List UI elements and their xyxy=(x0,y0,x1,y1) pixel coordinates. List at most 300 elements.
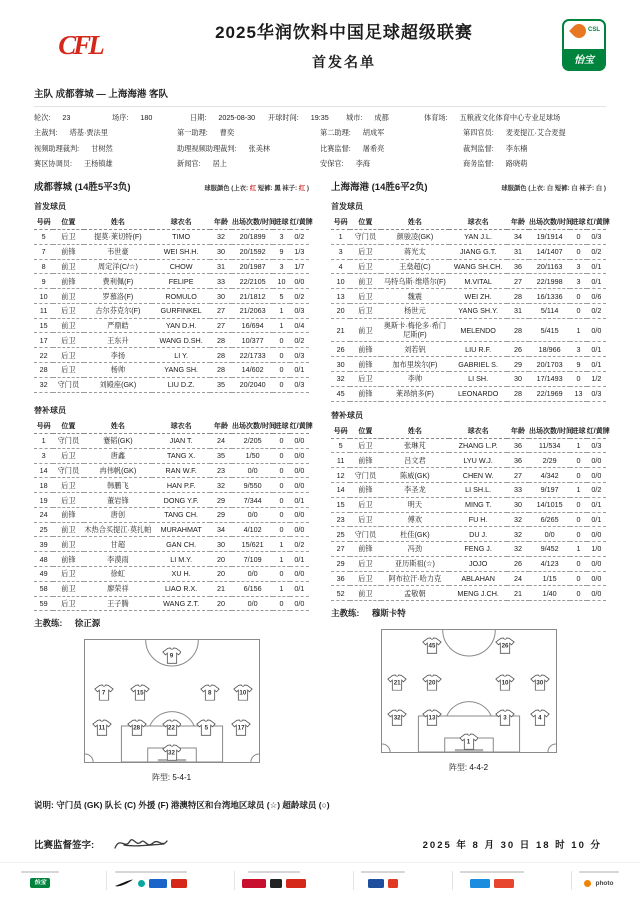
cell-jersey: WEI SH.H. xyxy=(152,244,210,259)
jersey-number: 22 xyxy=(168,724,175,732)
cell-pos: 前锋 xyxy=(350,482,380,497)
home-coach-name: 徐正源 xyxy=(74,618,101,629)
cell-goals: 0 xyxy=(273,478,290,493)
cell-name: 廖荣祥 xyxy=(84,581,153,596)
info-pair xyxy=(320,159,463,169)
column-header: 年龄 xyxy=(210,419,232,434)
cell-age: 30 xyxy=(210,244,232,259)
cell-goals: 0 xyxy=(570,468,587,483)
cell-apps: 0/0 xyxy=(232,507,273,522)
player-jersey xyxy=(495,638,515,655)
cell-name: 甘超 xyxy=(84,537,153,552)
info-label: 赛区协调员: xyxy=(34,159,72,168)
cell-name: 张琳芃 xyxy=(381,438,450,453)
cell-apps: 20/1899 xyxy=(232,230,273,245)
info-label: 视频助理裁判: xyxy=(34,143,80,153)
match-info-row xyxy=(34,113,606,123)
cell-cards: 0/0 xyxy=(290,522,309,537)
cell-age: 26 xyxy=(507,342,529,357)
sponsor-logo xyxy=(584,880,591,887)
column-header: 姓名 xyxy=(381,424,450,439)
cell-cards: 0/0 xyxy=(290,274,309,289)
player-row xyxy=(34,303,309,318)
cell-age: 27 xyxy=(507,468,529,483)
info-pair xyxy=(346,113,424,123)
cell-age: 28 xyxy=(507,386,529,401)
yibao-sponsor-logo: 怡宝 xyxy=(30,878,50,888)
info-pair xyxy=(190,113,268,123)
cell-apps: 20/1592 xyxy=(232,244,273,259)
cell-goals: 0 xyxy=(570,372,587,387)
jersey-number: 20 xyxy=(428,679,436,687)
info-label: 体育场: xyxy=(424,112,448,122)
cell-pos: 后卫 xyxy=(350,571,380,586)
home-subs-table xyxy=(34,419,313,611)
player-row xyxy=(331,357,606,372)
cell-cards: 0/0 xyxy=(290,596,309,611)
cell-apps: 0/0 xyxy=(232,463,273,478)
cell-apps: 16/694 xyxy=(232,318,273,333)
info-pair xyxy=(463,159,606,169)
cell-apps: 6/265 xyxy=(529,512,570,527)
cell-num: 25 xyxy=(34,522,53,537)
cell-cards: 0/1 xyxy=(587,342,606,357)
column-header: 球衣名 xyxy=(449,215,507,230)
cell-age: 24 xyxy=(507,571,529,586)
cell-goals: 0 xyxy=(273,596,290,611)
cell-jersey: WANG D.SH. xyxy=(152,333,210,348)
player-row xyxy=(331,438,606,453)
player-jersey xyxy=(130,684,150,701)
cell-pos: 前卫 xyxy=(350,274,380,289)
player-row xyxy=(34,318,309,333)
cell-jersey: WANG Z.T. xyxy=(152,596,210,611)
cell-num: 23 xyxy=(331,512,350,527)
cell-jersey: TANG X. xyxy=(152,448,210,463)
coach-label: 主教练: xyxy=(34,618,63,629)
cell-name: 唐鑫 xyxy=(84,448,153,463)
cell-jersey: ABLAHAN xyxy=(449,571,507,586)
cell-pos: 前卫 xyxy=(53,581,83,596)
cell-num: 8 xyxy=(34,259,53,274)
cell-age: 27 xyxy=(507,274,529,289)
cell-cards: 0/0 xyxy=(587,586,606,601)
home-team-section xyxy=(34,179,313,783)
column-header: 出场次数/时间 xyxy=(529,424,570,439)
sponsor-caption-bar xyxy=(579,871,619,874)
cell-age: 23 xyxy=(210,463,232,478)
info-label: 第四官员: xyxy=(463,128,494,137)
cell-goals: 5 xyxy=(273,289,290,304)
cell-jersey: LI Y. xyxy=(152,348,210,363)
cell-jersey: FENG J. xyxy=(449,542,507,557)
cell-name: 李帅 xyxy=(381,372,450,387)
cell-jersey: GURFINKEL xyxy=(152,303,210,318)
column-header: 红/黄牌 xyxy=(587,215,606,230)
player-jersey xyxy=(162,648,182,665)
info-label: 城市: xyxy=(346,112,363,122)
section-title-subs: 替补球员 xyxy=(34,406,66,415)
player-row xyxy=(331,386,606,401)
player-row xyxy=(331,274,606,289)
away-formation-label: 阵型: 4-4-2 xyxy=(448,763,489,773)
player-row xyxy=(331,497,606,512)
section-title-starters: 首发球员 xyxy=(34,202,66,211)
cell-cards: 0/0 xyxy=(290,507,309,522)
player-row xyxy=(331,244,606,259)
info-value: 180 xyxy=(140,112,153,122)
cell-name: 木热合买提江·莫扎帕 xyxy=(84,522,153,537)
cell-num: 5 xyxy=(331,438,350,453)
cell-cards: 0/0 xyxy=(290,448,309,463)
cell-num: 39 xyxy=(34,537,53,552)
jersey-number: 21 xyxy=(393,679,401,687)
info-value: 塔基·贾法里 xyxy=(69,128,108,137)
cell-jersey: MING T. xyxy=(449,497,507,512)
info-value: 五粮液文化体育中心专业足球场 xyxy=(459,112,561,122)
coach-label: 主教练: xyxy=(331,608,360,619)
cell-pos: 前卫 xyxy=(350,586,380,601)
cell-num: 19 xyxy=(34,493,53,508)
cell-apps: 9/197 xyxy=(529,482,570,497)
away-kit-colors: 球服颜色 (上衣: 白 短裤: 白 袜子: 白 ) xyxy=(501,185,606,192)
cell-cards: 0/3 xyxy=(290,303,309,318)
cell-goals: 0 xyxy=(570,230,587,245)
column-header: 年龄 xyxy=(507,215,529,230)
player-row xyxy=(331,468,606,483)
cell-name: 杨世元 xyxy=(381,303,450,318)
cell-age: 24 xyxy=(210,434,232,449)
cell-goals: 0 xyxy=(570,244,587,259)
player-jersey xyxy=(200,684,220,701)
cell-goals: 0 xyxy=(273,333,290,348)
cell-num: 21 xyxy=(331,318,350,342)
cell-name: 古尔芬克尔(F) xyxy=(84,303,153,318)
cell-age: 27 xyxy=(210,303,232,318)
cell-jersey: MURAHMAT xyxy=(152,522,210,537)
info-pair xyxy=(34,113,112,123)
cell-cards: 0/3 xyxy=(587,230,606,245)
cell-apps: 0/0 xyxy=(232,596,273,611)
legend-text: 说明: 守门员 (GK) 队长 (C) 外援 (F) 港澳特区和台湾地区球员 (☆) 超龄球员 (○) xyxy=(34,800,330,811)
cell-age: 36 xyxy=(507,453,529,468)
cell-goals: 0 xyxy=(273,493,290,508)
cell-apps: 4/342 xyxy=(529,468,570,483)
cell-pos: 前锋 xyxy=(350,453,380,468)
player-row xyxy=(34,596,309,611)
cell-num: 20 xyxy=(331,303,350,318)
sponsor-logo xyxy=(388,879,398,888)
column-header: 姓名 xyxy=(84,419,153,434)
cell-age: 35 xyxy=(210,448,232,463)
cell-pos: 后卫 xyxy=(350,438,380,453)
info-value: 张美林 xyxy=(248,143,271,153)
cell-cards: 0/1 xyxy=(587,497,606,512)
cell-name: 马特乌斯·维塔尔(F) xyxy=(381,274,450,289)
cell-apps: 6/156 xyxy=(232,581,273,596)
cell-age: 26 xyxy=(507,556,529,571)
column-header: 姓名 xyxy=(84,215,153,230)
cell-jersey: CHOW xyxy=(152,259,210,274)
player-jersey xyxy=(530,674,550,691)
cell-cards: 0/0 xyxy=(587,556,606,571)
cell-jersey: GABRIEL S. xyxy=(449,357,507,372)
cell-cards: 0/2 xyxy=(290,230,309,245)
info-pair xyxy=(34,159,177,169)
cell-age: 29 xyxy=(210,493,232,508)
cell-apps: 21/2063 xyxy=(232,303,273,318)
cell-pos: 后卫 xyxy=(350,372,380,387)
csl-badge-text: CSL xyxy=(588,27,600,33)
cell-num: 11 xyxy=(331,453,350,468)
info-label: 开球时间: xyxy=(268,112,299,122)
cell-pos: 守门员 xyxy=(53,377,83,392)
cell-name: 亚历斯祖(☆) xyxy=(381,556,450,571)
cell-apps: 18/966 xyxy=(529,342,570,357)
jersey-number: 1 xyxy=(466,738,471,746)
cell-age: 28 xyxy=(507,318,529,342)
column-header: 号码 xyxy=(331,424,350,439)
sponsor-logo xyxy=(242,879,266,888)
cell-goals: 0 xyxy=(570,527,587,542)
player-row xyxy=(331,318,606,342)
cell-jersey: LI SH.L. xyxy=(449,482,507,497)
player-jersey xyxy=(422,674,442,691)
cell-jersey: WANG SH.CH. xyxy=(449,259,507,274)
cell-cards: 0/2 xyxy=(587,244,606,259)
away-coach-line xyxy=(331,607,606,619)
home-formation-label: 阵型: 5-4-1 xyxy=(151,773,192,783)
cell-goals: 3 xyxy=(570,342,587,357)
jersey-number: 15 xyxy=(136,689,144,697)
cell-goals: 0 xyxy=(273,507,290,522)
cell-age: 32 xyxy=(210,230,232,245)
player-row xyxy=(331,342,606,357)
cell-cards: 0/1 xyxy=(587,259,606,274)
cell-jersey: JOJO xyxy=(449,556,507,571)
cell-num: 9 xyxy=(34,274,53,289)
jersey-number: 10 xyxy=(501,679,509,687)
match-datetime: 2025 年 8 月 30 日 18 时 10 分 xyxy=(422,840,602,852)
cell-jersey: HAN P.F. xyxy=(152,478,210,493)
cell-apps: 15/621 xyxy=(232,537,273,552)
cell-jersey: ROMULO xyxy=(152,289,210,304)
jersey-number: 45 xyxy=(428,642,436,650)
column-header: 红/黄牌 xyxy=(290,419,309,434)
cell-goals: 3 xyxy=(570,274,587,289)
sponsor-logo xyxy=(470,879,490,888)
cell-cards: 0/0 xyxy=(290,478,309,493)
cell-cards: 0/3 xyxy=(587,438,606,453)
cell-apps: 22/1998 xyxy=(529,274,570,289)
cell-pos: 后卫 xyxy=(350,512,380,527)
cell-name: 徐虹 xyxy=(84,567,153,582)
column-header: 位置 xyxy=(53,215,83,230)
cell-num: 10 xyxy=(331,274,350,289)
cell-apps: 20/2040 xyxy=(232,377,273,392)
cell-apps: 0/0 xyxy=(529,527,570,542)
cell-jersey: RAN W.F. xyxy=(152,463,210,478)
cell-pos: 前锋 xyxy=(53,274,83,289)
column-header: 出场次数/时间 xyxy=(232,215,273,230)
cell-num: 18 xyxy=(34,478,53,493)
info-value: 路晓萌 xyxy=(505,159,528,168)
cell-cards: 0/4 xyxy=(290,318,309,333)
cell-name: 孟敬朝 xyxy=(381,586,450,601)
cell-num: 32 xyxy=(34,377,53,392)
cell-jersey: LIAO R.X. xyxy=(152,581,210,596)
cell-goals: 0 xyxy=(273,463,290,478)
info-value: 李东楠 xyxy=(505,143,528,153)
sponsor-logo xyxy=(138,880,145,887)
player-row xyxy=(331,453,606,468)
sponsor-caption-bar xyxy=(460,871,524,874)
cell-pos: 后卫 xyxy=(53,333,83,348)
cell-cards: 0/0 xyxy=(290,567,309,582)
cell-num: 52 xyxy=(331,586,350,601)
water-drop-icon xyxy=(569,21,589,41)
cell-cards: 0/0 xyxy=(587,527,606,542)
cell-cards: 0/0 xyxy=(587,453,606,468)
cell-goals: 0 xyxy=(273,377,290,392)
jersey-number: 32 xyxy=(393,714,401,722)
cell-goals: 0 xyxy=(273,567,290,582)
cell-num: 36 xyxy=(331,571,350,586)
cell-pos: 前锋 xyxy=(350,342,380,357)
jersey-number: 28 xyxy=(133,724,141,732)
cell-num: 29 xyxy=(331,556,350,571)
sponsor-caption-bar xyxy=(115,871,187,874)
player-row xyxy=(34,259,309,274)
player-row xyxy=(331,527,606,542)
cell-apps: 22/1969 xyxy=(529,386,570,401)
cell-jersey: LIU R.F. xyxy=(449,342,507,357)
cell-apps: 4/102 xyxy=(232,522,273,537)
player-jersey xyxy=(422,638,442,655)
cell-cards: 0/1 xyxy=(290,493,309,508)
cell-pos: 守门员 xyxy=(53,463,83,478)
cell-jersey: M.VITAL xyxy=(449,274,507,289)
player-jersey xyxy=(495,674,515,691)
cell-goals: 0 xyxy=(273,522,290,537)
player-jersey xyxy=(162,720,182,737)
column-header: 进球 xyxy=(570,215,587,230)
cell-apps: 10/377 xyxy=(232,333,273,348)
cell-jersey: MELENDO xyxy=(449,318,507,342)
cell-pos: 后卫 xyxy=(53,230,83,245)
cell-apps: 22/2105 xyxy=(232,274,273,289)
cell-jersey: XU H. xyxy=(152,567,210,582)
cell-apps: 9/550 xyxy=(232,478,273,493)
column-header: 球衣名 xyxy=(449,424,507,439)
sponsor-logo xyxy=(494,879,514,888)
cell-pos: 后卫 xyxy=(53,567,83,582)
jersey-number: 30 xyxy=(536,679,544,687)
cell-apps: 14/602 xyxy=(232,363,273,378)
cell-goals: 1 xyxy=(273,552,290,567)
info-pair xyxy=(320,128,463,138)
column-header: 号码 xyxy=(331,215,350,230)
cell-name: 韦世豪 xyxy=(84,244,153,259)
player-row xyxy=(34,274,309,289)
cell-name: 罗慕洛(F) xyxy=(84,289,153,304)
cell-num: 48 xyxy=(34,552,53,567)
cell-pos: 后卫 xyxy=(53,478,83,493)
cell-pos: 后卫 xyxy=(53,348,83,363)
player-row xyxy=(34,552,309,567)
cell-pos: 前锋 xyxy=(350,386,380,401)
info-pair xyxy=(177,144,320,154)
cell-cards: 0/3 xyxy=(290,348,309,363)
cell-age: 30 xyxy=(507,497,529,512)
player-row xyxy=(34,507,309,522)
cell-age: 20 xyxy=(210,596,232,611)
cell-jersey: GAN CH. xyxy=(152,537,210,552)
info-label: 比赛监督: xyxy=(320,143,351,153)
player-row xyxy=(331,542,606,557)
cell-jersey: YANG SH. xyxy=(152,363,210,378)
column-header: 进球 xyxy=(570,424,587,439)
cell-goals: 1 xyxy=(273,537,290,552)
cell-cards: 1/0 xyxy=(587,542,606,557)
match-teams-line: 主队 成都蓉城 — 上海海港 客队 xyxy=(34,86,606,107)
cell-goals: 1 xyxy=(273,318,290,333)
cell-goals: 0 xyxy=(273,348,290,363)
cell-num: 25 xyxy=(331,527,350,542)
info-label: 商务监督: xyxy=(463,159,494,168)
cell-apps: 4/123 xyxy=(529,556,570,571)
player-row xyxy=(34,567,309,582)
cell-goals: 0 xyxy=(570,453,587,468)
column-header: 进球 xyxy=(273,419,290,434)
cell-name: 唐创 xyxy=(84,507,153,522)
info-pair xyxy=(424,113,606,123)
signature-row xyxy=(34,833,606,855)
cell-pos: 前锋 xyxy=(350,542,380,557)
cell-name: 费利佩(F) xyxy=(84,274,153,289)
column-header: 年龄 xyxy=(507,424,529,439)
page-subtitle: 首发名单 xyxy=(312,54,376,70)
cell-jersey: JIAN T. xyxy=(152,434,210,449)
cell-num: 49 xyxy=(34,567,53,582)
cell-name: 王子腾 xyxy=(84,596,153,611)
cell-num: 15 xyxy=(331,497,350,512)
player-row xyxy=(331,372,606,387)
info-value: 23 xyxy=(62,112,71,122)
sponsor-caption-bar xyxy=(248,871,300,874)
cell-pos: 前锋 xyxy=(53,552,83,567)
home-pitch-diagram xyxy=(84,639,260,763)
player-row xyxy=(34,333,309,348)
cell-name: 董岩锋 xyxy=(84,493,153,508)
home-coach-line xyxy=(34,617,309,629)
info-value: 王杨镇雄 xyxy=(83,159,113,168)
cell-goals: 1 xyxy=(273,303,290,318)
cell-pos: 后卫 xyxy=(350,303,380,318)
cell-apps: 1/15 xyxy=(529,571,570,586)
info-label: 轮次: xyxy=(34,112,51,122)
cell-age: 28 xyxy=(507,289,529,304)
cell-jersey: WEI ZH. xyxy=(449,289,507,304)
player-row xyxy=(34,463,309,478)
player-jersey xyxy=(387,710,407,727)
cell-apps: 2/205 xyxy=(232,434,273,449)
sponsor-caption-bar xyxy=(361,871,405,874)
cell-pos: 后卫 xyxy=(350,556,380,571)
cell-apps: 20/1987 xyxy=(232,259,273,274)
cell-pos: 后卫 xyxy=(350,259,380,274)
player-row xyxy=(34,289,309,304)
